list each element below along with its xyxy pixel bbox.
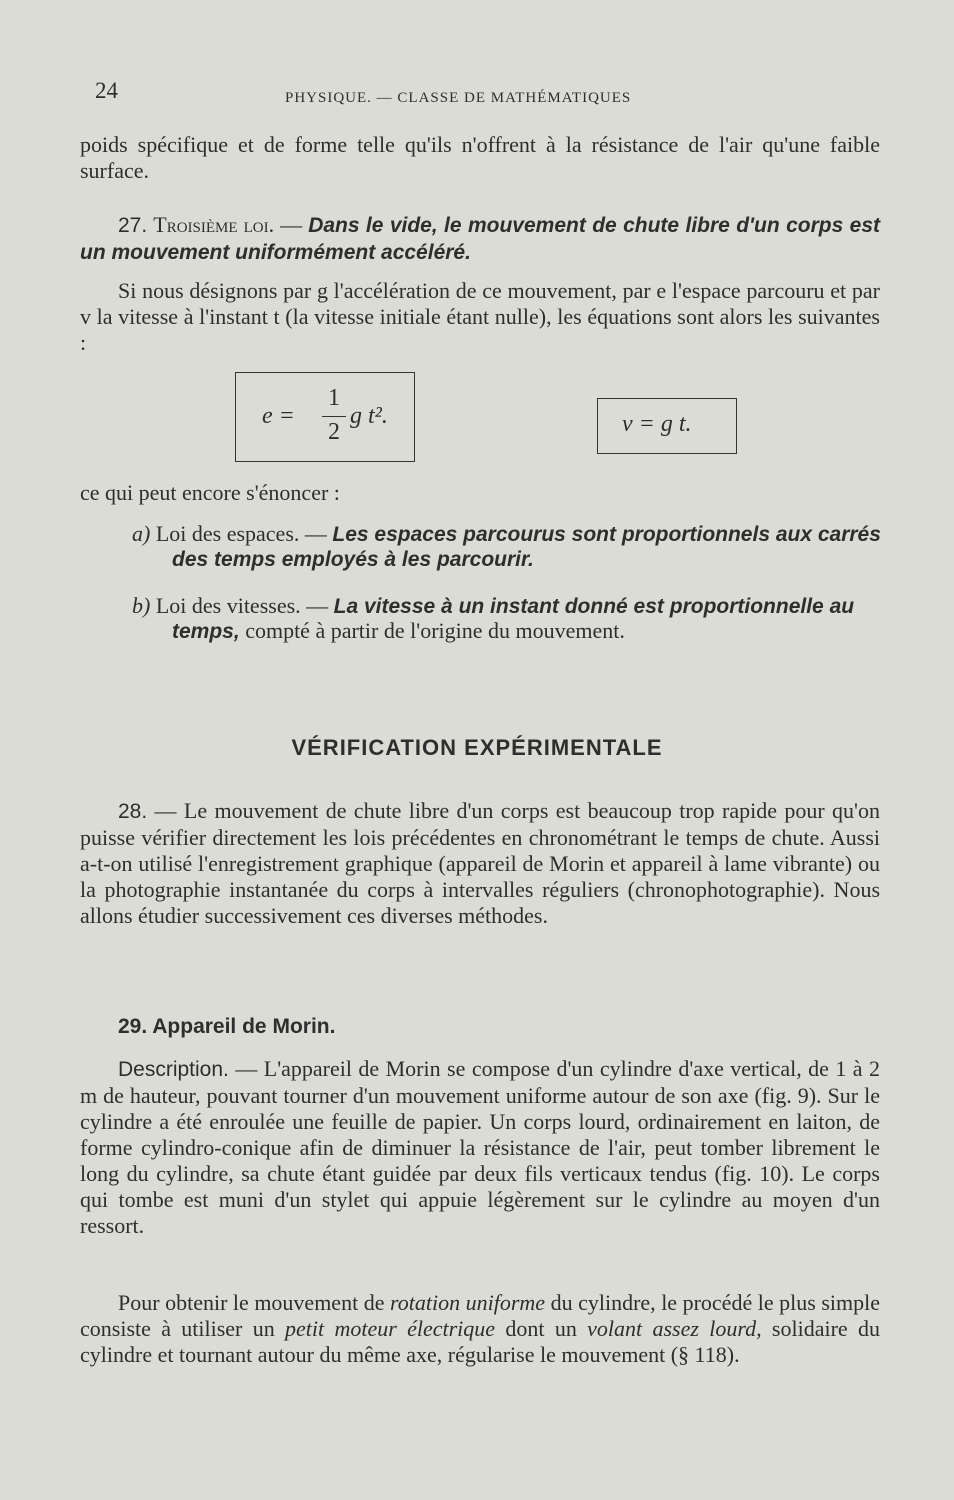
intro-paragraph: poids spécifique et de forme telle qu'ils n'offrent à la résistance de l'air qu'une faible surface. bbox=[80, 132, 880, 183]
law-27-paragraph bbox=[80, 212, 880, 266]
formula-space-rhs: g t². bbox=[350, 403, 388, 429]
running-head: PHYSIQUE. — CLASSE DE MATHÉMATIQUES bbox=[285, 90, 632, 106]
law-statement: Dans le vide, le mouvement de chute libre d'un corps est un mouvement uniformément accéléré. bbox=[80, 214, 881, 264]
final-italic-1: rotation uniforme bbox=[390, 1290, 546, 1315]
formula-velocity-box bbox=[597, 398, 737, 454]
formula-velocity: v = g t. bbox=[622, 411, 692, 437]
paragraph-28-number: 28. bbox=[118, 800, 148, 823]
law-item-statement: Les espaces parcourus sont proportionnels aux carrés des temps employés à les parcourir. bbox=[172, 523, 881, 571]
section-title: VÉRIFICATION EXPÉRIMENTALE bbox=[291, 735, 663, 760]
law-item-label: Loi des espaces. bbox=[155, 521, 300, 546]
law-dash: — bbox=[274, 212, 309, 237]
law-item-dash: — bbox=[300, 593, 334, 618]
formula-space-lhs: e = bbox=[262, 403, 295, 429]
formula-space-box bbox=[235, 372, 415, 462]
final-text-4: solidaire du cylindre et tournant autour du même axe, régularise le mouvement (§ 118). bbox=[80, 1316, 880, 1367]
final-text-3: dont un bbox=[495, 1316, 588, 1341]
description-label: Description. bbox=[118, 1058, 229, 1081]
final-text-2: du cylindre, le procédé le plus simple consiste à utiliser un bbox=[80, 1290, 880, 1341]
formula-fraction-denominator: 2 bbox=[328, 419, 340, 445]
final-text-1: Pour obtenir le mouvement de bbox=[118, 1290, 390, 1315]
law-item-label: Loi des vitesses. bbox=[155, 593, 301, 618]
description-paragraph bbox=[80, 1056, 880, 1239]
paragraph-28-text: — Le mouvement de chute libre d'un corps est beaucoup trop rapide pour qu'on puisse vérifier directement les lois précédentes en chronométrant le temps de chute. Aussi a-t-on utilisé l'enregistrement graphique (appareil de Morin et appareil à lame vibrante) ou la photographie instantanée du corps à intervalles réguliers (chronophotographie). Nous allons étudier successivement ces diverses méthodes. bbox=[80, 798, 880, 928]
page-number: 24 bbox=[95, 78, 118, 103]
heading-29: 29. Appareil de Morin. bbox=[118, 1015, 336, 1038]
final-italic-3: volant assez lourd, bbox=[587, 1316, 762, 1341]
law-item-b bbox=[132, 594, 882, 644]
law-number: 27. bbox=[118, 214, 148, 237]
law-item-marker: a) bbox=[132, 521, 151, 546]
law-item-rest: compté à partir de l'origine du mouvement. bbox=[239, 618, 625, 643]
enonce-line: ce qui peut encore s'énoncer : bbox=[80, 480, 340, 505]
law-title: Troisième loi. bbox=[153, 212, 275, 237]
page-header bbox=[95, 78, 875, 108]
description-text: — L'appareil de Morin se compose d'un cylindre d'axe vertical, de 1 à 2 m de hauteur, pouvant tourner d'un mouvement uniforme autour de son axe (fig. 9). Sur le cylindre a été enroulée une feuille de papier. Un corps lourd, ordinairement en laiton, de forme cylindro-conique afin de diminuer la résistance de l'air, peut tomber librement le long du cylindre, sa chute étant guidée par deux fils verticaux tendus (fig. 10). Le corps qui tombe est muni d'un stylet qui appuie légèrement sur le cylindre au moyen d'un ressort. bbox=[80, 1056, 880, 1238]
law-item-dash: — bbox=[299, 521, 333, 546]
law-item-a bbox=[132, 522, 882, 572]
final-paragraph bbox=[80, 1290, 880, 1368]
final-italic-2: petit moteur électrique bbox=[285, 1316, 496, 1341]
law-item-marker: b) bbox=[132, 593, 151, 618]
fraction-bar bbox=[322, 416, 346, 417]
definition-paragraph: Si nous désignons par g l'accélération de ce mouvement, par e l'espace parcouru et par v la vitesse à l'instant t (la vitesse initiale étant nulle), les équations sont alors les suivantes : bbox=[80, 278, 880, 355]
paragraph-28 bbox=[80, 798, 880, 929]
law-item-statement: La vitesse à un instant donné est proportionnelle au temps, bbox=[172, 595, 855, 643]
formula-fraction-numerator: 1 bbox=[328, 385, 340, 411]
